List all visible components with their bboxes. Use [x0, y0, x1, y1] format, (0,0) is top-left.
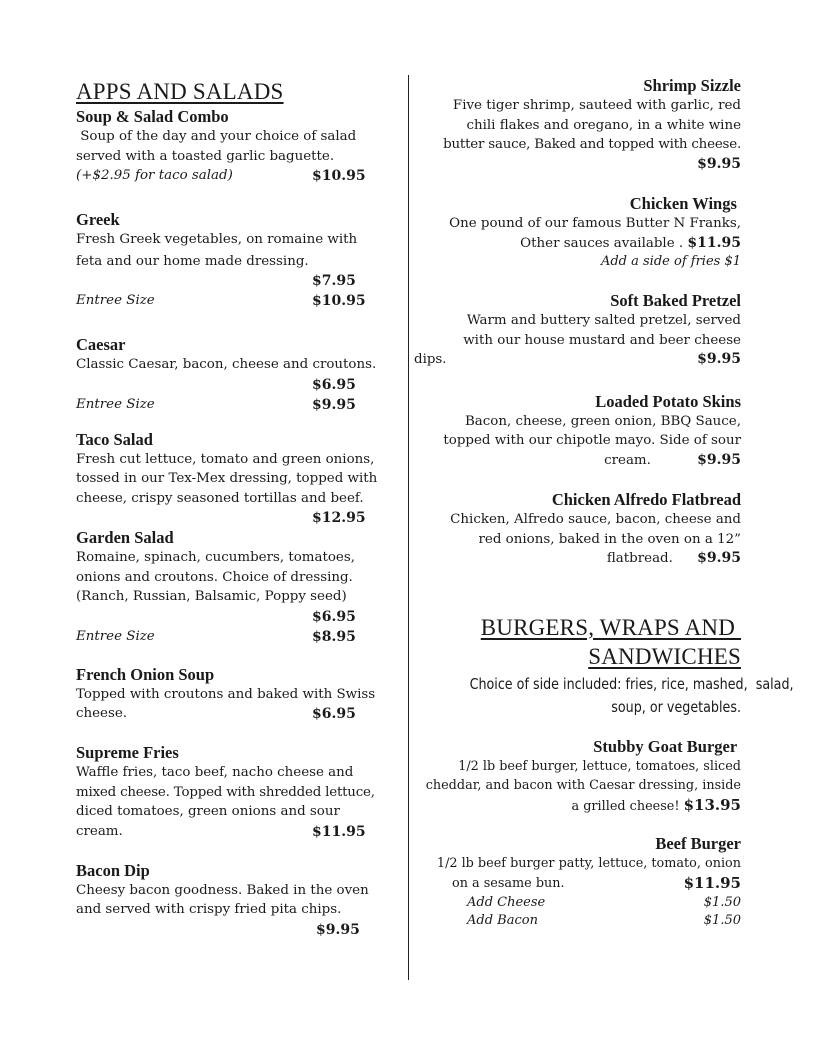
item-description: with our house mustard and beer cheese	[463, 332, 741, 348]
price-row	[76, 607, 406, 627]
menu-item-soup-salad-combo	[76, 107, 406, 186]
side-choice-note: Choice of side included: fries, rice, mashed, salad,	[469, 674, 794, 693]
item-description: One pound of our famous Butter N Franks,	[449, 216, 741, 231]
item-description: Soup of the day and your choice of salad	[76, 129, 357, 144]
item-name: Soft Baked Pretzel	[610, 291, 741, 310]
item-description: Five tiger shrimp, sauteed with garlic, red	[452, 98, 741, 113]
menu-item-beef-burger	[410, 834, 741, 930]
item-description: mixed cheese. Topped with shredded lettuce,	[76, 784, 375, 800]
add-on-label: Add Bacon	[467, 912, 538, 928]
menu-item-taco-salad	[76, 430, 406, 529]
item-name: Supreme Fries	[76, 743, 179, 762]
item-price: $7.95	[312, 273, 356, 289]
right-column	[410, 76, 794, 930]
entree-price: $8.95	[312, 628, 356, 645]
item-price: $9.95	[697, 550, 741, 566]
item-price: $9.95	[697, 155, 741, 172]
item-description: Cheesy bacon goodness. Baked in the oven	[76, 882, 369, 898]
price-row	[76, 166, 406, 186]
item-description: flatbread.	[606, 551, 673, 566]
price-row	[76, 271, 406, 291]
item-price: $11.95	[312, 823, 366, 840]
entree-label: Entree Size	[76, 396, 155, 412]
add-on-row	[410, 894, 741, 912]
item-price: $6.95	[312, 706, 356, 722]
price-line	[410, 451, 741, 471]
item-name: Shrimp Sizzle	[643, 76, 741, 95]
entree-row	[76, 395, 406, 415]
apps-salads-column	[76, 78, 406, 940]
item-description: red onions, baked in the oven on a 12”	[478, 531, 741, 547]
item-note: (+$2.95 for taco salad)	[76, 168, 233, 183]
item-note: Add a side of fries $1	[600, 254, 741, 269]
item-description: chili flakes and oregano, in a white wine	[466, 117, 741, 133]
item-description: cream.	[604, 452, 651, 468]
entree-price: $10.95	[312, 293, 366, 309]
item-description: 1/2 lb beef burger, lettuce, tomatoes, sliced	[458, 758, 741, 774]
item-description: cream.	[76, 823, 123, 839]
item-name: Bacon Dip	[76, 860, 150, 880]
menu-item-chicken-wings	[410, 194, 741, 271]
price-line	[410, 796, 741, 817]
add-on-label: Add Cheese	[467, 894, 546, 910]
price-row	[76, 822, 406, 842]
item-description: 1/2 lb beef burger patty, lettuce, tomato, onion	[436, 856, 741, 871]
item-description: diced tomatoes, green onions and sour	[76, 804, 340, 819]
item-description: Romaine, spinach, cucumbers, tomatoes,	[76, 550, 355, 565]
side-choice-note: soup, or vegetables.	[611, 697, 741, 716]
item-description: tossed in our Tex-Mex dressing, topped with	[76, 471, 378, 486]
item-description: Classic Caesar, bacon, cheese and croutons.	[76, 357, 377, 372]
menu-item-caesar	[76, 335, 406, 415]
item-price: $10.95	[312, 168, 366, 184]
menu-item-french-onion-soup	[76, 665, 406, 725]
item-description: and served with crispy fried pita chips.	[76, 902, 342, 917]
item-price: $13.95	[683, 795, 741, 814]
add-on-row	[410, 912, 741, 930]
menu-item-shrimp-sizzle	[410, 76, 741, 174]
entree-row	[76, 291, 406, 311]
item-description: feta and our home made dressing.	[76, 253, 309, 269]
item-description: served with a toasted garlic baguette.	[76, 148, 335, 164]
item-price: $9.95	[316, 921, 360, 938]
entree-price: $9.95	[312, 396, 356, 413]
item-name: Garden Salad	[76, 528, 174, 547]
item-name: Loaded Potato Skins	[595, 391, 741, 411]
price-line	[410, 549, 741, 569]
section-burgers-wraps-sandwiches	[410, 613, 794, 719]
menu-item-stubby-goat-burger	[410, 737, 741, 817]
item-price: $12.95	[312, 510, 366, 526]
item-name: Stubby Goat Burger	[593, 736, 741, 756]
price-row	[76, 920, 406, 940]
item-price: $9.95	[697, 451, 741, 468]
price-row	[76, 704, 406, 724]
item-description: on a sesame bun.	[452, 875, 565, 891]
item-description: cheddar, and bacon with Caesar dressing, inside	[425, 778, 741, 793]
item-description: onions and croutons. Choice of dressing.	[76, 569, 353, 585]
item-description: cheese.	[76, 706, 128, 721]
item-description: butter sauce, Baked and topped with cheese.	[443, 137, 741, 152]
item-description: Waffle fries, taco beef, nacho cheese and	[76, 765, 354, 780]
entree-row	[76, 627, 406, 647]
menu-item-supreme-fries	[76, 743, 406, 842]
item-price: $9.95	[697, 351, 741, 367]
item-description: (Ranch, Russian, Balsamic, Poppy seed)	[76, 589, 347, 604]
menu-item-bacon-dip	[76, 861, 406, 940]
item-description: Topped with croutons and baked with Swiss	[76, 686, 376, 702]
price-row	[76, 375, 406, 395]
price-row	[76, 508, 406, 528]
menu-item-chicken-alfredo-flatbread	[410, 490, 741, 569]
item-name: Caesar	[76, 335, 126, 354]
item-description-price	[410, 234, 741, 254]
item-description: cheese, crispy seasoned tortillas and beef.	[76, 490, 364, 506]
entree-label: Entree Size	[76, 293, 155, 308]
item-price: $11.95	[683, 873, 741, 892]
menu-item-loaded-potato-skins	[410, 392, 741, 471]
item-description: Warm and buttery salted pretzel, served	[466, 313, 741, 328]
section-title-apps-salads: APPS AND SALADS	[76, 79, 284, 104]
item-name: Chicken Alfredo Flatbread	[551, 490, 741, 509]
item-description: a grilled cheese!	[571, 798, 684, 814]
item-description: Fresh Greek vegetables, on romaine with	[76, 232, 358, 247]
item-price: $6.95	[312, 376, 356, 393]
menu-item-soft-baked-pretzel	[410, 291, 741, 370]
add-on-price: $1.50	[703, 912, 741, 928]
column-divider	[408, 75, 409, 980]
entree-label: Entree Size	[76, 628, 155, 644]
item-name: Beef Burger	[655, 834, 741, 853]
item-description: Bacon, cheese, green onion, BBQ Sauce,	[464, 413, 741, 429]
item-name: Greek	[76, 210, 120, 229]
item-description: Chicken, Alfredo sauce, bacon, cheese and	[450, 512, 741, 527]
menu-item-garden-salad	[76, 528, 406, 647]
item-price: $11.95	[687, 234, 741, 251]
add-on-price: $1.50	[703, 894, 741, 910]
item-name: French Onion Soup	[76, 664, 215, 684]
item-description: Other sauces available .	[520, 235, 688, 251]
price-line	[410, 874, 741, 894]
price-line	[410, 350, 741, 370]
item-name: Taco Salad	[76, 429, 153, 449]
item-name: Soup & Salad Combo	[76, 107, 229, 126]
item-description: dips.	[414, 352, 447, 367]
item-description: Fresh cut lettuce, tomato and green onions,	[76, 451, 375, 467]
item-price: $6.95	[312, 608, 356, 625]
menu-item-greek	[76, 210, 406, 311]
section-title-line-2: SANDWICHES	[588, 643, 741, 669]
section-title-line-1: BURGERS, WRAPS AND	[480, 614, 741, 640]
item-name: Chicken Wings	[629, 194, 741, 213]
item-description: topped with our chipotle mayo. Side of sour	[443, 433, 741, 448]
